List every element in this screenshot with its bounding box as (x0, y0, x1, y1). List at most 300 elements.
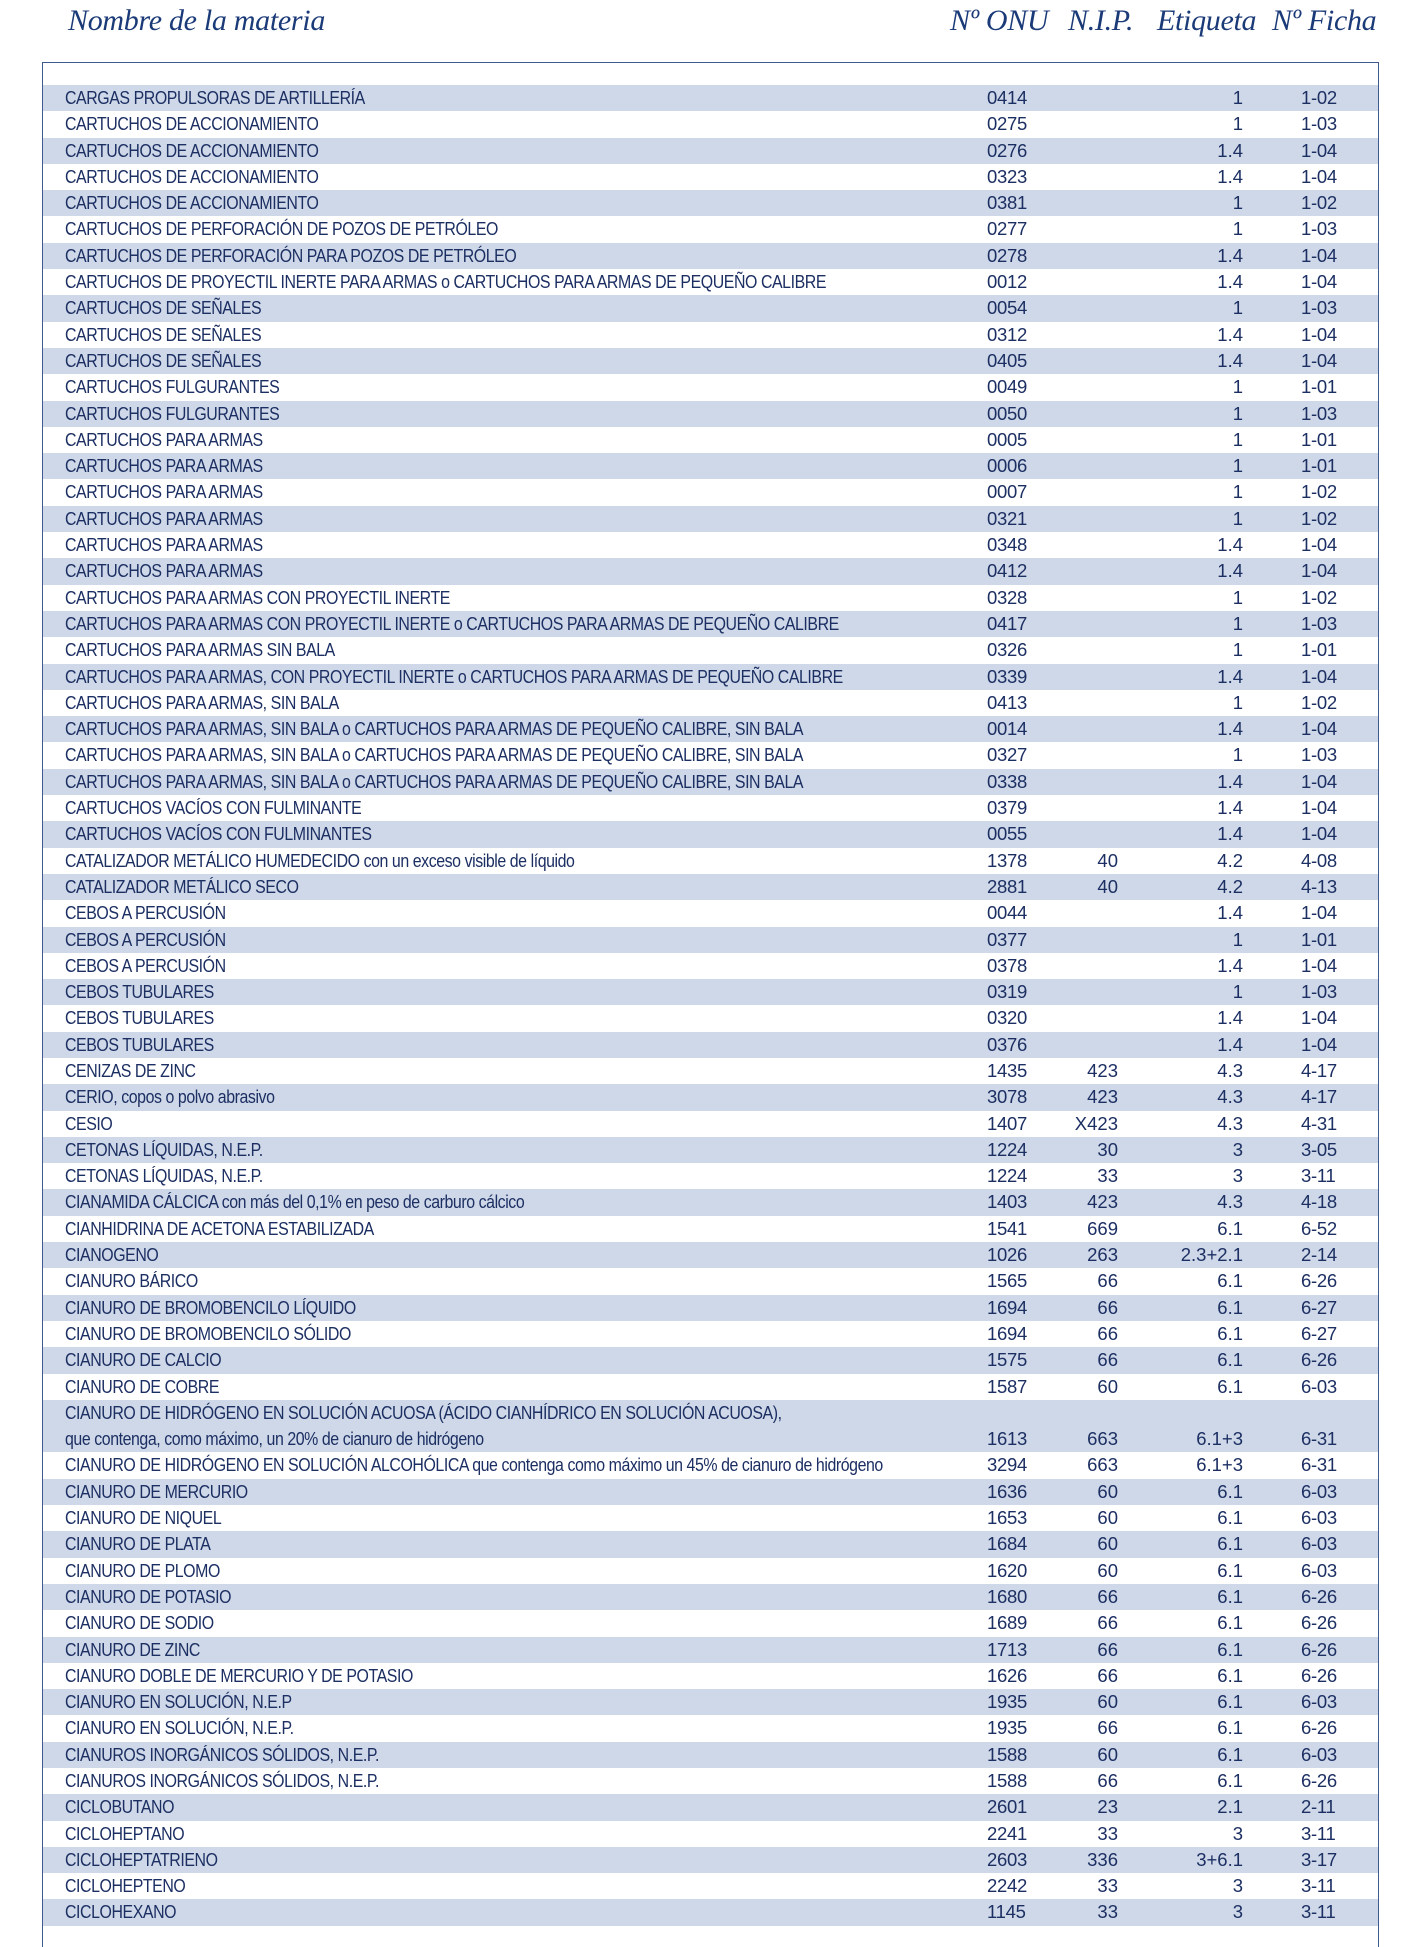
cell-ficha: 6-31 (1301, 1454, 1337, 1476)
cell-etiqueta: 3 (1232, 1901, 1243, 1923)
cell-onu: 2881 (987, 875, 1027, 897)
cell-name (65, 664, 843, 690)
cell-ficha: 1-01 (1301, 455, 1337, 477)
cell-name-line: CIANURO DOBLE DE MERCURIO Y DE POTASIO (65, 1664, 413, 1686)
cell-name-line: CARTUCHOS PARA ARMAS, SIN BALA (65, 691, 339, 713)
cell-name (65, 532, 263, 558)
cell-name (65, 1268, 198, 1294)
cell-name-line: CARTUCHOS DE SEÑALES (65, 323, 262, 345)
table-row (43, 716, 1378, 742)
cell-ficha: 6-26 (1301, 1638, 1337, 1660)
cell-name-line: CARTUCHOS PARA ARMAS, CON PROYECTIL INERTE o CARTUCHOS PARA ARMAS DE PEQUEÑO CALIBRE (65, 665, 843, 687)
cell-name (65, 821, 372, 847)
cell-nip: 66 (1097, 1717, 1118, 1739)
cell-name (65, 1032, 214, 1058)
cell-name-line: CEBOS A PERCUSIÓN (65, 902, 226, 924)
table-row (43, 637, 1378, 663)
table-row (43, 690, 1378, 716)
cell-onu: 0276 (987, 139, 1027, 161)
cell-etiqueta: 6.1 (1217, 1322, 1243, 1344)
cell-nip: 66 (1097, 1296, 1118, 1318)
cell-name-line: CICLOBUTANO (65, 1796, 175, 1818)
cell-name-line: CICLOHEPTATRIENO (65, 1848, 218, 1870)
cell-name (65, 1663, 413, 1689)
table-row (43, 1873, 1378, 1899)
cell-ficha: 3-11 (1301, 1901, 1336, 1923)
cell-ficha: 1-03 (1301, 297, 1337, 319)
cell-name-line: CARTUCHOS DE ACCIONAMIENTO (65, 165, 319, 187)
cell-ficha: 4-17 (1301, 1086, 1337, 1108)
cell-onu: 0326 (987, 639, 1027, 661)
cell-onu: 0012 (987, 271, 1027, 293)
cell-name-line-2: que contenga, como máximo, un 20% de cianuro de hidrógeno (65, 1428, 484, 1450)
table-row (43, 1821, 1378, 1847)
cell-name-line: CIANURO DE PLOMO (65, 1559, 220, 1581)
cell-etiqueta: 1 (1232, 192, 1243, 214)
cell-onu: 0379 (987, 797, 1027, 819)
table-row (43, 1295, 1378, 1321)
cell-name-line: CIANURO DE SODIO (65, 1612, 214, 1634)
cell-nip: 33 (1097, 1875, 1118, 1897)
table-row (43, 900, 1378, 926)
cell-etiqueta: 6.1 (1217, 1691, 1243, 1713)
cell-etiqueta: 6.1 (1217, 1217, 1243, 1239)
cell-ficha: 1-04 (1301, 954, 1337, 976)
cell-etiqueta: 1.4 (1217, 139, 1243, 161)
cell-name-line: CARTUCHOS FULGURANTES (65, 402, 280, 424)
cell-name (65, 927, 226, 953)
table-row (43, 1268, 1378, 1294)
table-row (43, 243, 1378, 269)
cell-ficha: 1-04 (1301, 165, 1337, 187)
cell-onu: 1403 (987, 1191, 1027, 1213)
cell-ficha: 6-26 (1301, 1270, 1337, 1292)
cell-etiqueta: 1 (1232, 455, 1243, 477)
cell-name (65, 1689, 292, 1715)
cell-name-line: CARTUCHOS FULGURANTES (65, 376, 280, 398)
table-row (43, 1032, 1378, 1058)
cell-etiqueta: 1 (1232, 297, 1243, 319)
cell-onu: 1653 (987, 1507, 1027, 1529)
cell-name-line: CICLOHEPTENO (65, 1875, 186, 1897)
cell-ficha: 6-26 (1301, 1664, 1337, 1686)
cell-onu: 0328 (987, 586, 1027, 608)
cell-name-line: CARTUCHOS DE ACCIONAMIENTO (65, 139, 319, 161)
cell-name (65, 1400, 782, 1453)
cell-name (65, 1505, 221, 1531)
cell-name (65, 1216, 374, 1242)
table-row (43, 85, 1378, 111)
cell-nip: 663 (1087, 1454, 1118, 1476)
cell-ficha: 1-04 (1301, 902, 1337, 924)
cell-ficha: 1-01 (1301, 376, 1337, 398)
cell-onu: 0278 (987, 244, 1027, 266)
cell-etiqueta: 1.4 (1217, 165, 1243, 187)
cell-etiqueta: 6.1 (1217, 1664, 1243, 1686)
cell-ficha: 1-02 (1301, 192, 1337, 214)
cell-name (65, 322, 261, 348)
cell-name-line: CIANURO DE NIQUEL (65, 1507, 222, 1529)
cell-onu: 1224 (987, 1138, 1027, 1160)
cell-nip: 60 (1097, 1559, 1118, 1581)
cell-onu: 1224 (987, 1165, 1027, 1187)
cell-onu: 1694 (987, 1322, 1027, 1344)
cell-nip: 33 (1097, 1165, 1118, 1187)
cell-etiqueta: 4.3 (1217, 1086, 1243, 1108)
cell-ficha: 1-01 (1301, 639, 1337, 661)
cell-etiqueta: 1 (1232, 87, 1243, 108)
table-row (43, 1531, 1378, 1557)
cell-ficha: 6-03 (1301, 1507, 1337, 1529)
cell-onu: 1026 (987, 1244, 1027, 1266)
table-row (43, 558, 1378, 584)
cell-name-line: CIANURO DE COBRE (65, 1375, 220, 1397)
cell-ficha: 6-31 (1301, 1428, 1337, 1450)
cell-onu: 1145 (987, 1901, 1026, 1923)
cell-onu: 0338 (987, 770, 1027, 792)
cell-etiqueta: 1.4 (1217, 1033, 1243, 1055)
cell-onu: 0378 (987, 954, 1027, 976)
cell-name-line: CARTUCHOS PARA ARMAS CON PROYECTIL INERTE o CARTUCHOS PARA ARMAS DE PEQUEÑO CALIBRE (65, 612, 839, 634)
cell-ficha: 1-02 (1301, 507, 1337, 529)
cell-ficha: 3-05 (1301, 1138, 1337, 1160)
table-row (43, 821, 1378, 847)
cell-name (65, 506, 263, 532)
cell-ficha: 6-26 (1301, 1612, 1337, 1634)
table-row (43, 1452, 1378, 1478)
cell-ficha: 1-03 (1301, 113, 1337, 135)
table-row (43, 1899, 1378, 1925)
cell-ficha: 4-18 (1301, 1191, 1337, 1213)
cell-nip: 423 (1087, 1086, 1118, 1108)
cell-nip: 669 (1087, 1217, 1118, 1239)
cell-onu: 0320 (987, 1007, 1027, 1029)
cell-nip: 263 (1087, 1244, 1118, 1266)
cell-nip: 60 (1097, 1507, 1118, 1529)
cell-onu: 0055 (987, 823, 1027, 845)
cell-name (65, 1558, 220, 1584)
cell-name-line: CIANAMIDA CÁLCICA con más del 0,1% en peso de carburo cálcico (65, 1191, 525, 1213)
cell-name (65, 1111, 112, 1137)
cell-ficha: 1-04 (1301, 665, 1337, 687)
cell-name-line: CIANURO DE HIDRÓGENO EN SOLUCIÓN ACUOSA (ÁCIDO CIANHÍDRICO EN SOLUCIÓN ACUOSA), (65, 1401, 782, 1423)
table-row (43, 1689, 1378, 1715)
table-row (43, 216, 1378, 242)
cell-ficha: 1-04 (1301, 139, 1337, 161)
cell-onu: 2601 (987, 1796, 1027, 1818)
cell-nip: 423 (1087, 1059, 1118, 1081)
cell-etiqueta: 4.2 (1217, 849, 1243, 871)
cell-etiqueta: 3 (1232, 1138, 1243, 1160)
cell-etiqueta: 1.4 (1217, 244, 1243, 266)
cell-name-line: CEBOS TUBULARES (65, 981, 214, 1003)
cell-onu: 0327 (987, 744, 1027, 766)
table-header (0, 0, 1408, 60)
cell-nip: 40 (1097, 875, 1118, 897)
cell-nip: 60 (1097, 1375, 1118, 1397)
cell-etiqueta: 1.4 (1217, 1007, 1243, 1029)
header-onu: Nº ONU (950, 4, 1049, 37)
table-row (43, 1216, 1378, 1242)
cell-name-line: CARTUCHOS PARA ARMAS, SIN BALA o CARTUCHOS PARA ARMAS DE PEQUEÑO CALIBRE, SIN BALA (65, 770, 804, 792)
cell-name (65, 427, 263, 453)
cell-etiqueta: 1 (1232, 744, 1243, 766)
cell-name (65, 138, 318, 164)
cell-name (65, 453, 263, 479)
cell-name (65, 795, 361, 821)
cell-name (65, 900, 226, 926)
cell-ficha: 1-04 (1301, 770, 1337, 792)
cell-nip: 60 (1097, 1691, 1118, 1713)
cell-name (65, 85, 365, 111)
table-row (43, 479, 1378, 505)
cell-onu: 0275 (987, 113, 1027, 135)
cell-name (65, 1005, 214, 1031)
cell-ficha: 6-03 (1301, 1375, 1337, 1397)
cell-onu: 1935 (987, 1691, 1027, 1713)
cell-etiqueta: 1 (1232, 586, 1243, 608)
header-name: Nombre de la materia (68, 4, 326, 37)
cell-etiqueta: 1 (1232, 428, 1243, 450)
cell-etiqueta: 6.1 (1217, 1375, 1243, 1397)
cell-nip: 663 (1087, 1428, 1118, 1450)
cell-ficha: 1-04 (1301, 323, 1337, 345)
table-row (43, 1768, 1378, 1794)
cell-etiqueta: 1.4 (1217, 718, 1243, 740)
cell-onu: 0413 (987, 691, 1027, 713)
header-etiqueta: Etiqueta (1157, 4, 1257, 37)
cell-ficha: 6-03 (1301, 1559, 1337, 1581)
cell-etiqueta: 1.4 (1217, 560, 1243, 582)
cell-onu: 0321 (987, 507, 1027, 529)
cell-onu: 0377 (987, 928, 1027, 950)
cell-name-line: CIANURO DE CALCIO (65, 1349, 222, 1371)
cell-name (65, 716, 803, 742)
cell-etiqueta: 3 (1232, 1875, 1243, 1897)
cell-name-line: CARTUCHOS PARA ARMAS (65, 534, 263, 556)
cell-ficha: 6-03 (1301, 1480, 1337, 1502)
cell-etiqueta: 4.2 (1217, 875, 1243, 897)
cell-name-line: CEBOS TUBULARES (65, 1033, 214, 1055)
cell-etiqueta: 6.1 (1217, 1296, 1243, 1318)
cell-etiqueta: 1.4 (1217, 349, 1243, 371)
cell-ficha: 4-13 (1301, 875, 1337, 897)
cell-name (65, 1189, 524, 1215)
cell-name (65, 690, 339, 716)
cell-name-line: CIANURO BÁRICO (65, 1270, 198, 1292)
cell-onu: 1935 (987, 1717, 1027, 1739)
cell-ficha: 1-03 (1301, 218, 1337, 240)
cell-onu: 1541 (987, 1217, 1027, 1239)
cell-name (65, 348, 261, 374)
cell-ficha: 1-02 (1301, 691, 1337, 713)
table-row (43, 1847, 1378, 1873)
table-row (43, 374, 1378, 400)
table-row (43, 1558, 1378, 1584)
cell-name-line: CIANURO DE MERCURIO (65, 1480, 248, 1502)
table-row (43, 1374, 1378, 1400)
cell-onu: 1588 (987, 1770, 1027, 1791)
cell-onu: 1689 (987, 1612, 1027, 1634)
table-row (43, 769, 1378, 795)
cell-nip: 423 (1087, 1191, 1118, 1213)
cell-name (65, 374, 279, 400)
table-row (43, 1584, 1378, 1610)
table-row (43, 1163, 1378, 1189)
table-row (43, 1321, 1378, 1347)
cell-nip: 30 (1097, 1138, 1118, 1160)
cell-ficha: 6-03 (1301, 1533, 1337, 1555)
cell-nip: 66 (1097, 1770, 1118, 1791)
cell-etiqueta: 3+6.1 (1196, 1848, 1243, 1870)
cell-etiqueta: 6.1 (1217, 1349, 1243, 1371)
cell-onu: 1575 (987, 1349, 1027, 1371)
cell-name-line: CARTUCHOS VACÍOS CON FULMINANTES (65, 823, 372, 845)
cell-onu: 1694 (987, 1296, 1027, 1318)
cell-name (65, 1163, 263, 1189)
cell-ficha: 6-26 (1301, 1349, 1337, 1371)
table-row (43, 1005, 1378, 1031)
table-row (43, 1742, 1378, 1768)
cell-name (65, 1584, 231, 1610)
cell-name (65, 1768, 379, 1794)
table-body (43, 85, 1378, 1926)
cell-name-line: CIANUROS INORGÁNICOS SÓLIDOS, N.E.P. (65, 1743, 379, 1765)
cell-name-line: CARTUCHOS PARA ARMAS (65, 428, 263, 450)
cell-onu: 0050 (987, 402, 1027, 424)
cell-name-line: CARGAS PROPULSORAS DE ARTILLERÍA (65, 87, 365, 108)
cell-ficha: 6-26 (1301, 1770, 1337, 1791)
cell-etiqueta: 4.3 (1217, 1191, 1243, 1213)
cell-name-line: CIANHIDRINA DE ACETONA ESTABILIZADA (65, 1217, 374, 1239)
cell-etiqueta: 1.4 (1217, 665, 1243, 687)
cell-name-line: CIANURO DE BROMOBENCILO LÍQUIDO (65, 1296, 356, 1318)
cell-ficha: 2-11 (1301, 1796, 1336, 1818)
cell-etiqueta: 1 (1232, 612, 1243, 634)
cell-onu: 1713 (987, 1638, 1027, 1660)
cell-etiqueta: 1 (1232, 639, 1243, 661)
cell-ficha: 1-04 (1301, 1007, 1337, 1029)
table-row (43, 953, 1378, 979)
cell-etiqueta: 1.4 (1217, 954, 1243, 976)
cell-etiqueta: 4.3 (1217, 1059, 1243, 1081)
cell-onu: 0054 (987, 297, 1027, 319)
cell-onu: 0277 (987, 218, 1027, 240)
cell-etiqueta: 1 (1232, 507, 1243, 529)
cell-etiqueta: 3 (1232, 1165, 1243, 1187)
cell-onu: 1620 (987, 1559, 1027, 1581)
cell-name (65, 874, 299, 900)
cell-name (65, 401, 279, 427)
cell-name (65, 269, 826, 295)
cell-etiqueta: 1 (1232, 481, 1243, 503)
cell-ficha: 1-04 (1301, 271, 1337, 293)
cell-name (65, 1531, 210, 1557)
table-row (43, 190, 1378, 216)
cell-name-line: CIANUROS INORGÁNICOS SÓLIDOS, N.E.P. (65, 1770, 379, 1791)
cell-etiqueta: 6.1 (1217, 1717, 1243, 1739)
table-row (43, 427, 1378, 453)
cell-name (65, 190, 318, 216)
cell-etiqueta: 6.1 (1217, 1770, 1243, 1791)
cell-name-line: CARTUCHOS DE PROYECTIL INERTE PARA ARMAS o CARTUCHOS PARA ARMAS DE PEQUEÑO CALIBRE (65, 271, 827, 293)
cell-etiqueta: 6.1 (1217, 1585, 1243, 1607)
table-row (43, 164, 1378, 190)
cell-etiqueta: 6.1 (1217, 1743, 1243, 1765)
cell-name (65, 979, 214, 1005)
cell-onu: 1684 (987, 1533, 1027, 1555)
cell-ficha: 1-04 (1301, 1033, 1337, 1055)
cell-name-line: CESIO (65, 1112, 113, 1134)
cell-ficha: 6-03 (1301, 1743, 1337, 1765)
cell-name (65, 1347, 221, 1373)
cell-onu: 0049 (987, 376, 1027, 398)
cell-onu: 0414 (987, 87, 1027, 108)
cell-name-line: CIANURO EN SOLUCIÓN, N.E.P. (65, 1717, 294, 1739)
cell-name (65, 953, 226, 979)
cell-etiqueta: 1.4 (1217, 271, 1243, 293)
cell-name (65, 585, 450, 611)
cell-nip: 66 (1097, 1664, 1118, 1686)
table-row (43, 1400, 1378, 1453)
cell-name (65, 1821, 184, 1847)
table-row (43, 927, 1378, 953)
table-row (43, 295, 1378, 321)
cell-onu: 0007 (987, 481, 1027, 503)
table-row (43, 1663, 1378, 1689)
table-frame (42, 62, 1379, 1947)
cell-ficha: 3-11 (1301, 1822, 1336, 1844)
cell-etiqueta: 1 (1232, 402, 1243, 424)
cell-onu: 0323 (987, 165, 1027, 187)
cell-ficha: 1-01 (1301, 428, 1337, 450)
cell-name (65, 1452, 883, 1478)
cell-name (65, 1794, 174, 1820)
table-row (43, 1505, 1378, 1531)
cell-nip: 66 (1097, 1270, 1118, 1292)
header-ficha: Nº Ficha (1272, 4, 1377, 37)
cell-name-line: CARTUCHOS PARA ARMAS (65, 455, 263, 477)
cell-name (65, 742, 803, 768)
cell-ficha: 1-04 (1301, 797, 1337, 819)
table-row (43, 1715, 1378, 1741)
cell-etiqueta: 4.3 (1217, 1112, 1243, 1134)
cell-onu: 3078 (987, 1086, 1027, 1108)
cell-name (65, 164, 318, 190)
cell-ficha: 1-03 (1301, 402, 1337, 424)
cell-name (65, 479, 263, 505)
cell-name (65, 1242, 158, 1268)
cell-name-line: CIANURO DE POTASIO (65, 1585, 232, 1607)
cell-etiqueta: 1.4 (1217, 823, 1243, 845)
cell-name-line: CARTUCHOS DE ACCIONAMIENTO (65, 192, 319, 214)
cell-ficha: 1-04 (1301, 244, 1337, 266)
cell-onu: 0412 (987, 560, 1027, 582)
table-row (43, 1137, 1378, 1163)
cell-nip: 33 (1097, 1822, 1118, 1844)
table-row (43, 111, 1378, 137)
cell-ficha: 6-26 (1301, 1585, 1337, 1607)
table-row (43, 585, 1378, 611)
cell-ficha: 1-04 (1301, 823, 1337, 845)
cell-etiqueta: 6.1 (1217, 1270, 1243, 1292)
table-row (43, 795, 1378, 821)
cell-onu: 0405 (987, 349, 1027, 371)
cell-etiqueta: 6.1 (1217, 1480, 1243, 1502)
table-row (43, 269, 1378, 295)
cell-name (65, 558, 263, 584)
cell-name-line: CATALIZADOR METÁLICO HUMEDECIDO con un exceso visible de líquido (65, 849, 575, 871)
